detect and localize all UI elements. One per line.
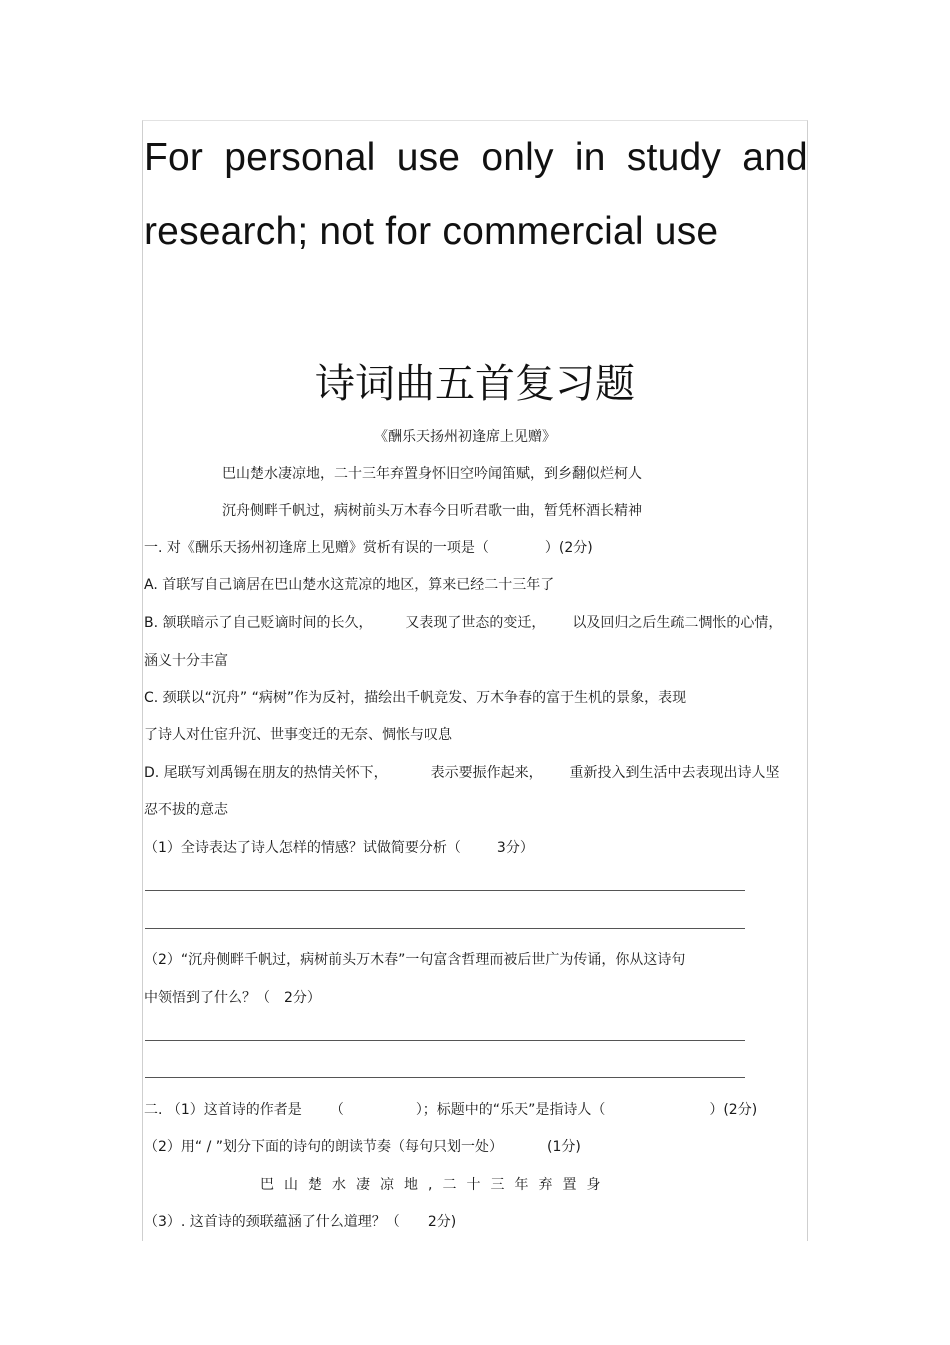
answer-line[interactable] xyxy=(145,928,745,929)
poem-line-1: 巴山楚水凄凉地，二十三年弃置身怀旧空吟闻笛赋，到乡翻似烂柯人 xyxy=(222,466,642,482)
q1-stem xyxy=(144,537,593,557)
q1-option-d-part: 重新投入到生活中去表现出诗人坚 xyxy=(569,765,780,781)
q2-sub-1-paren: （ xyxy=(329,1102,344,1118)
rhythm-line[interactable]: 巴山楚水凄凉地,二十三年弃置身 xyxy=(260,1177,611,1193)
q1-option-c-cont: 了诗人对仕宦升沉、世事变迁的无奈、惆怅与叹息 xyxy=(144,727,452,743)
q1-option-b-part: B. 颔联暗示了自己贬谪时间的长久， xyxy=(144,615,373,631)
q1-option-b-part: 又表现了世态的变迁， xyxy=(405,615,546,631)
poem-title: 《酬乐天扬州初逢席上见赠》 xyxy=(374,429,556,445)
q2-sub-2 xyxy=(144,1136,581,1156)
q2-sub-2-score: (1分) xyxy=(547,1139,581,1155)
answer-line[interactable] xyxy=(145,1077,745,1078)
header-word: use xyxy=(396,136,461,179)
header-word: study xyxy=(626,136,722,179)
page-title: 诗词曲五首复习题 xyxy=(315,361,635,407)
q1-option-d xyxy=(144,762,780,782)
q1-score: ）(2分) xyxy=(544,540,593,556)
q2-sub-3-text: （3）. 这首诗的颈联蕴涵了什么道理？（ xyxy=(144,1214,400,1230)
q1-option-d-part: D. 尾联写刘禹锡在朋友的热情关怀下， xyxy=(144,765,388,781)
q1-option-b-cont: 涵义十分丰富 xyxy=(144,653,228,669)
q1-sub-2-text: 中领悟到了什么？（ xyxy=(144,990,270,1006)
header-word: only xyxy=(481,136,554,179)
header-word: in xyxy=(574,136,606,179)
q1-sub-1-score: 3分） xyxy=(496,840,534,856)
q1-sub-2-cont xyxy=(144,987,321,1007)
q2-sub-1-text: 二. （1）这首诗的作者是 xyxy=(144,1102,302,1118)
poem-line-2: 沉舟侧畔千帆过，病树前头万木春今日听君歌一曲，暂凭杯酒长精神 xyxy=(222,503,642,519)
page-frame xyxy=(142,120,808,1241)
q1-option-d-part: 表示要振作起来， xyxy=(430,765,543,781)
q1-option-c: C. 颈联以“沉舟” “病树”作为反衬，描绘出千帆竞发、万木争春的富于生机的景象，表现 xyxy=(144,690,687,706)
q1-option-d-cont: 忍不拔的意志 xyxy=(144,802,228,818)
q1-option-a: A. 首联写自己谪居在巴山楚水这荒凉的地区，算来已经二十三年了 xyxy=(144,577,555,593)
header-word: For xyxy=(144,136,204,179)
q1-stem-text: 一. 对《酬乐天扬州初逢席上见赠》赏析有误的一项是（ xyxy=(144,540,489,556)
q2-sub-2-text: （2）用“ / ”划分下面的诗句的朗读节奏（每句只划一处） xyxy=(144,1139,504,1155)
header-word: and xyxy=(742,136,808,179)
q1-sub-2: （2）“沉舟侧畔千帆过，病树前头万木春”一句富含哲理而被后世广为传诵，你从这诗句 xyxy=(144,952,686,968)
header-line-1 xyxy=(144,136,808,180)
q2-sub-1-score: ）(2分) xyxy=(709,1102,758,1118)
q2-sub-1 xyxy=(144,1099,757,1119)
q1-sub-1-text: （1）全诗表达了诗人怎样的情感？试做简要分析（ xyxy=(144,840,461,856)
header-word: personal xyxy=(224,136,376,179)
q1-sub-2-score: 2分） xyxy=(284,990,321,1006)
header-line-2: research; not for commercial use xyxy=(144,210,719,253)
q1-sub-1 xyxy=(144,837,534,857)
answer-line[interactable] xyxy=(145,1040,745,1041)
q2-sub-1-text2: ）；标题中的“乐天”是指诗人（ xyxy=(415,1102,606,1118)
q1-option-b xyxy=(144,612,782,632)
q2-sub-3 xyxy=(144,1211,456,1231)
q2-sub-3-score: 2分) xyxy=(427,1214,457,1230)
answer-line[interactable] xyxy=(145,890,745,891)
q1-option-b-part: 以及回归之后生疏二惆怅的心情， xyxy=(572,615,783,631)
